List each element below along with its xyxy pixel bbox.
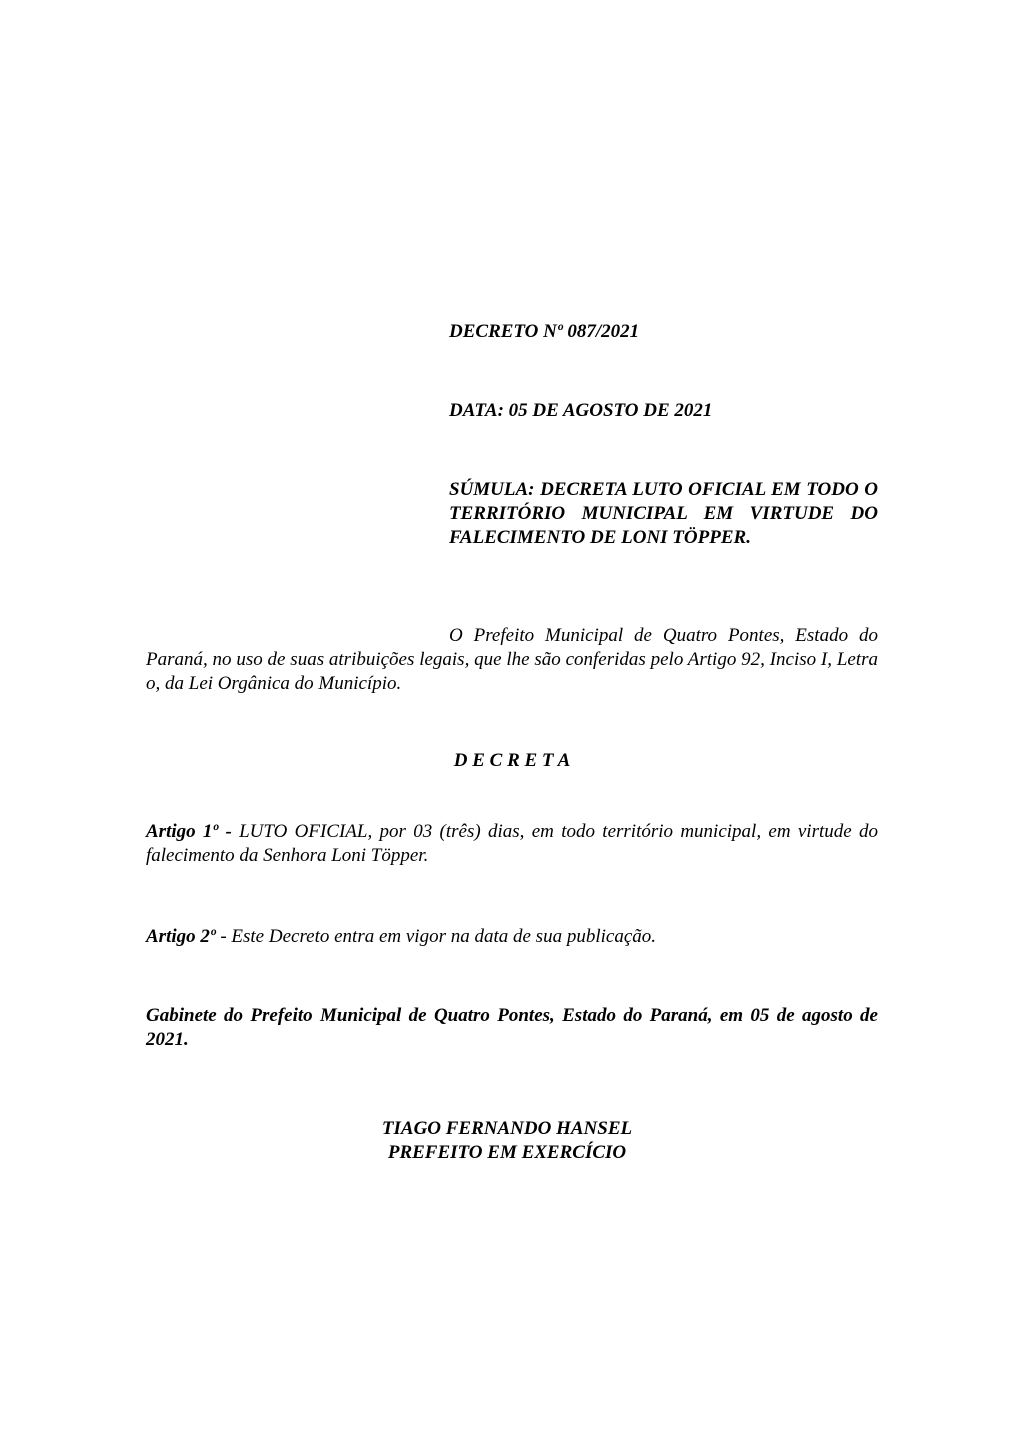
- decree-number: DECRETO Nº 087/2021: [449, 321, 640, 342]
- closing-paragraph: Gabinete do Prefeito Municipal de Quatro Pontes, Estado do Paraná, em 05 de agosto de 2021.: [146, 1005, 878, 1050]
- signatory-title: PREFEITO EM EXERCÍCIO: [387, 1142, 627, 1163]
- decree-summary: SÚMULA: DECRETA LUTO OFICIAL EM TODO O TERRITÓRIO MUNICIPAL EM VIRTUDE DO FALECIMENTO DE LONI TÖPPER.: [449, 479, 878, 548]
- article-1-text: LUTO OFICIAL, por 03 (três) dias, em todo território municipal, em virtude do falecimento da Senhora Loni Töpper.: [146, 821, 878, 866]
- article-2: [146, 925, 878, 949]
- signatory-name: TIAGO FERNANDO HANSEL: [381, 1118, 633, 1139]
- decrees-heading: D E C R E T A: [453, 750, 571, 771]
- article-2-text: - Este Decreto entra em vigor na data de sua publicação.: [215, 926, 657, 947]
- article-2-label: Artigo 2º: [146, 926, 216, 947]
- article-1-label: Artigo 1º -: [146, 821, 232, 842]
- decree-date: DATA: 05 DE AGOSTO DE 2021: [449, 400, 713, 421]
- article-1: [146, 820, 878, 868]
- preamble-paragraph: O Prefeito Municipal de Quatro Pontes, Estado do Paraná, no uso de suas atribuições legais, que lhe são conferidas pelo Artigo 92, Inciso I, Letra o, da Lei Orgânica do Município.: [146, 625, 878, 694]
